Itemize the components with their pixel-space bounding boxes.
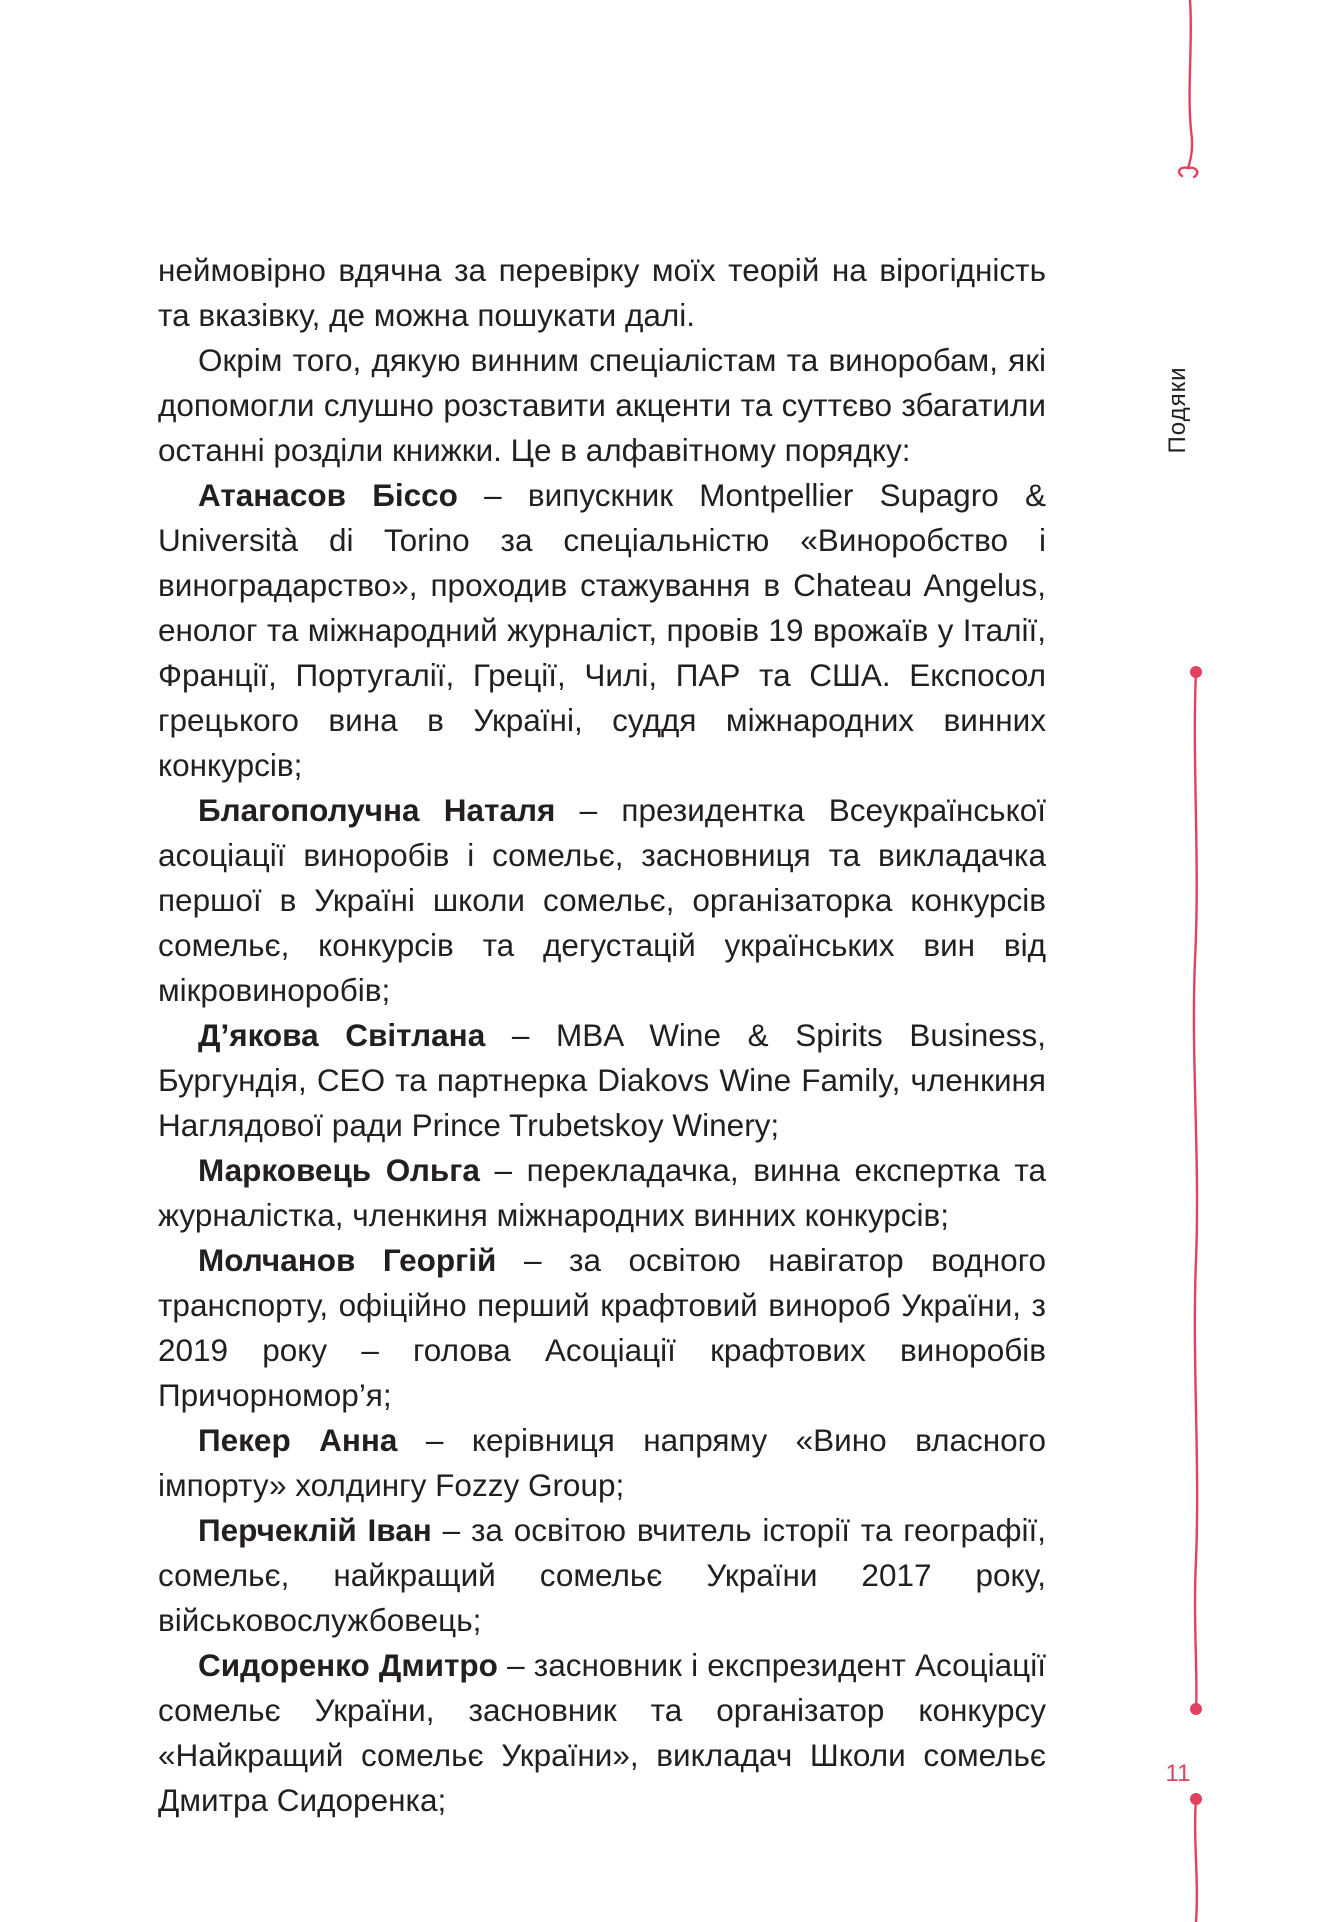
section-title: Подяки	[1164, 366, 1191, 454]
ribbon-dot-middle	[1190, 1703, 1202, 1715]
person-name: Молчанов Георгій	[198, 1242, 497, 1278]
acknowledgement-entry	[158, 1013, 1046, 1148]
bottom-ribbon-line	[1195, 1799, 1197, 1922]
body-text	[158, 248, 1046, 1823]
person-name: Д’якова Світлана	[198, 1017, 486, 1053]
person-name: Благополучна Наталя	[198, 792, 556, 828]
acknowledgement-entry	[158, 1418, 1046, 1508]
paragraph-text: неймовірно вдячна за перевірку моїх теорій на вірогідність та вказівку, де можна пошукати далі.	[158, 252, 1046, 333]
person-description: – за освітою навігатор водного транспорту, офіційно перший крафтовий винороб України, з 2019 року – голова Асоціації крафтових виноробів Причорномор’я;	[158, 1242, 1047, 1413]
acknowledgement-entry	[158, 1148, 1046, 1238]
paragraph	[158, 248, 1046, 338]
person-name: Марковець Ольга	[198, 1152, 480, 1188]
ribbon-dot-top	[1190, 666, 1202, 678]
person-description: – за освітою вчитель історії та географії, сомельє, найкращий сомельє України 2017 року, військовослужбовець;	[158, 1512, 1046, 1638]
middle-ribbon-line	[1194, 672, 1197, 1709]
person-description: – президентка Всеукраїнської асоціації виноробів і сомельє, засновниця та викладачка першої в Україні школи сомельє, організаторка конкурсів сомельє, конкурсів та дегустацій українських вин від мікровиноробів;	[158, 792, 1046, 1008]
person-description: – перекладачка, винна експертка та журналістка, членкиня міжнародних винних конкурсів;	[158, 1152, 1046, 1233]
paragraph	[158, 338, 1046, 473]
person-name: Пекер Анна	[198, 1422, 398, 1458]
acknowledgement-entry	[158, 1508, 1046, 1643]
acknowledgement-entry	[158, 788, 1046, 1013]
acknowledgement-entry	[158, 473, 1046, 788]
person-name: Перчеклій Іван	[198, 1512, 432, 1548]
person-description: – випускник Montpellier Supagro & Università di Torino за спеціальністю «Виноробство і виноградарство», проходив стажування в Chateau Angelus, енолог та міжнародний журналіст, провів 19 врожаїв у Італії, Франції, Португалії, Греції, Чилі, ПАР та США. Експосол грецького вина в Україні, суддя міжнародних винних конкурсів;	[158, 477, 1046, 783]
top-ribbon-line	[1188, 0, 1192, 168]
acknowledgement-entry	[158, 1238, 1046, 1418]
person-name: Атанасов Біссо	[198, 477, 458, 513]
paragraph-text: Окрім того, дякую винним спеціалістам та виноробам, які допомогли слушно розставити акценти та суттєво збагатили останні розділи книжки. Це в алфавітному порядку:	[158, 342, 1046, 468]
acknowledgement-entry	[158, 1643, 1046, 1823]
person-description: – MBA Wine & Spirits Business, Бургундія, CEO та партнерка Diakovs Wine Family, членкиня Наглядової ради Prince Trubetskoy Winery;	[158, 1017, 1046, 1143]
top-ribbon-curl	[1179, 168, 1197, 177]
person-name: Сидоренко Дмитро	[198, 1647, 498, 1683]
ribbon-dot-bottom	[1190, 1793, 1202, 1805]
person-description: – керівниця напряму «Вино власного імпорту» холдингу Fozzy Group;	[158, 1422, 1046, 1503]
page-number: 11	[1165, 1760, 1191, 1787]
person-description: – засновник і експрезидент Асоціації сомельє України, засновник та організатор конкурсу «Найкращий сомельє України», викладач Школи сомельє Дмитра Сидоренка;	[158, 1647, 1046, 1818]
